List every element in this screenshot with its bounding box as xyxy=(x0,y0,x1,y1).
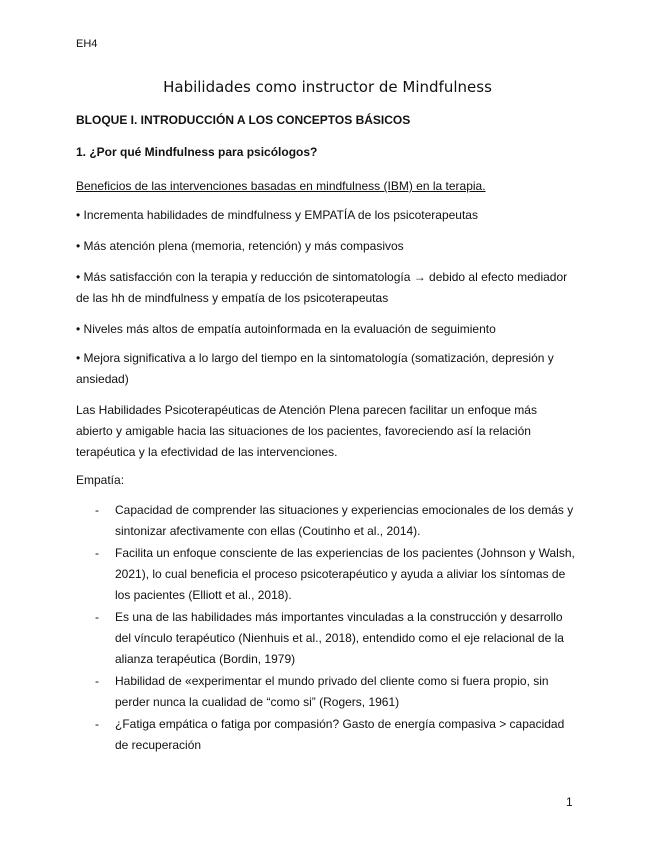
intro-paragraph: Las Habilidades Psicoterapéuticas de Atención Plena parecen facilitar un enfoque más abierto y amigable hacia las situaciones de los pacientes, favoreciendo así la relación terapéutica y la efectividad de las intervenciones. xyxy=(76,403,537,459)
empathy-item-text: Habilidad de «experimentar el mundo privado del cliente como si fuera propio, sin perder nunca la cualidad de “como si” (Rogers, 1961) xyxy=(115,674,549,709)
benefit-bullet-5: • Mejora significativa a lo largo del tiempo en la sintomatología (somatización, depresión y ansiedad) xyxy=(76,351,554,386)
list-dash: - xyxy=(95,546,99,560)
empathy-label: Empatía: xyxy=(76,473,125,487)
empathy-item-text: ¿Fatiga empática o fatiga por compasión? Gasto de energía compasiva > capacidad de recuperación xyxy=(115,717,565,752)
benefits-heading: Beneficios de las intervenciones basadas en mindfulness (IBM) en la terapia. xyxy=(76,179,486,193)
section-heading: 1. ¿Por qué Mindfulness para psicólogos? xyxy=(76,145,318,159)
header-code: EH4 xyxy=(76,38,98,50)
block-heading: BLOQUE I. INTRODUCCIÓN A LOS CONCEPTOS BÁSICOS xyxy=(76,113,411,127)
benefit-bullet-2: • Más atención plena (memoria, retención) y más compasivos xyxy=(76,239,404,253)
empathy-item-3 xyxy=(76,607,576,670)
benefit-bullet-3: • Más satisfacción con la terapia y reducción de sintomatología → debido al efecto mediador de las hh de mindfulness y empatía de los psicoterapeutas xyxy=(76,270,568,305)
document-title: Habilidades como instructor de Mindfulness xyxy=(163,78,492,96)
empathy-item-text: Facilita un enfoque consciente de las experiencias de los pacientes (Johnson y Walsh, 2021), lo cual beneficia el proceso psicoterapéutico y ayuda a aliviar los síntomas de los pacientes (Elliott et al., 2018). xyxy=(115,546,575,602)
empathy-item-text: Es una de las habilidades más importantes vinculadas a la construcción y desarrollo del vínculo terapéutico (Nienhuis et al., 2018), entendido como el eje relacional de la alianza terapéutica (Bordin, 1979) xyxy=(115,610,564,666)
benefit-bullet-4: • Niveles más altos de empatía autoinformada en la evaluación de seguimiento xyxy=(76,322,496,336)
empathy-item-4 xyxy=(76,671,576,713)
empathy-item-5 xyxy=(76,714,576,756)
list-dash: - xyxy=(95,717,99,731)
list-dash: - xyxy=(95,674,99,688)
empathy-item-1 xyxy=(76,500,576,542)
benefit-bullet-1: • Incrementa habilidades de mindfulness y EMPATÍA de los psicoterapeutas xyxy=(76,208,478,222)
empathy-item-2 xyxy=(76,543,576,606)
list-dash: - xyxy=(95,610,99,624)
empathy-list xyxy=(76,500,576,756)
list-dash: - xyxy=(95,503,99,517)
page-number: 1 xyxy=(566,795,573,809)
empathy-item-text: Capacidad de comprender las situaciones y experiencias emocionales de los demás y sintonizar afectivamente con ellas (Coutinho et al., 2014). xyxy=(115,503,574,538)
